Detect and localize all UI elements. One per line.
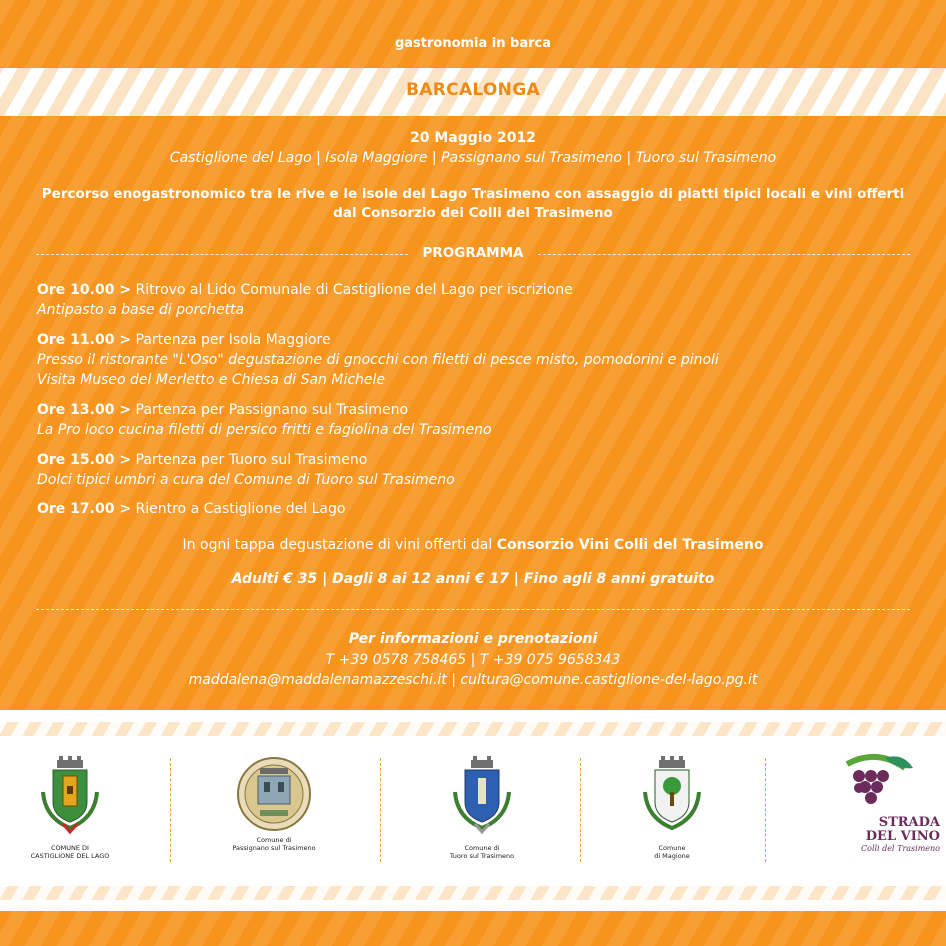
program-item: [37, 400, 917, 440]
divider-right: [538, 254, 910, 255]
event-title: BARCALONGA: [406, 80, 540, 100]
strada-sub: Colli del Trasimeno: [861, 844, 940, 853]
program-detail: Dolci tipici umbri a cura del Comune di Tuoro sul Trasimeno: [37, 472, 455, 488]
logo-separator: [580, 758, 581, 862]
castiglione-crest-icon: [35, 752, 105, 844]
tasting-prefix: In ogni tappa degustazione di vini offerti dal: [182, 537, 497, 553]
program-text: Rientro a Castiglione del Lago: [135, 501, 346, 517]
header-band: [0, 0, 946, 68]
grapes-icon: [833, 752, 923, 814]
tasting-consortium: Consorzio Vini Colli del Trasimeno: [496, 537, 764, 553]
logo-castiglione: [0, 752, 140, 862]
divider-bottom: [36, 609, 910, 610]
info-emails: maddalena@maddalenamazzeschi.it | cultura@comune.castiglione-del-lago.pg.it: [188, 672, 758, 688]
strada-line2: DEL VINO: [865, 829, 940, 844]
program-text: Ritrovo al Lido Comunale di Castiglione del Lago per iscrizione: [135, 282, 573, 298]
logo-magione: [602, 752, 742, 862]
info-phones: T +39 0578 758465 | T +39 075 9658343: [325, 652, 621, 668]
program-time: Ore 15.00 >: [37, 452, 132, 468]
castiglione-caption: COMUNE DI CASTIGLIONE DEL LAGO: [30, 844, 110, 860]
program-time: Ore 10.00 >: [37, 282, 132, 298]
passignano-seal-icon: [234, 752, 314, 836]
main-content: [0, 116, 946, 710]
logo-separator: [765, 758, 766, 862]
prices: Adulti € 35 | Dagli 8 ai 12 anni € 17 | Fino agli 8 anni gratuito: [231, 571, 715, 587]
program-detail: Antipasto a base di porchetta: [37, 302, 245, 318]
magione-crest-icon: [637, 752, 707, 844]
info-title: Per informazioni e prenotazioni: [348, 631, 598, 647]
stripe-band-top: [0, 722, 946, 736]
tuoro-crest-icon: [447, 752, 517, 844]
program-detail: La Pro loco cucina filetti di persico fritti e fagiolina del Trasimeno: [37, 422, 492, 438]
program-item: [37, 330, 917, 390]
passignano-caption: Comune di Passignano sul Trasimeno: [232, 836, 316, 852]
program-item: [37, 280, 917, 320]
program-time: Ore 11.00 >: [37, 332, 132, 348]
event-subtitle: gastronomia in barca: [394, 36, 552, 51]
tasting-note: [0, 537, 946, 553]
program-text: Partenza per Tuoro sul Trasimeno: [135, 452, 368, 468]
strada-line1: STRADA: [878, 815, 940, 830]
logo-tuoro: [412, 752, 552, 862]
logo-separator: [380, 758, 381, 862]
program-item: [37, 450, 917, 490]
program-time: Ore 13.00 >: [37, 402, 132, 418]
stripe-band-bottom: [0, 886, 946, 900]
logo-passignano: [204, 752, 344, 862]
program-detail: Presso il ristorante "L'Oso" degustazione di gnocchi con filetti di pesce misto, pomodorini e pinoli: [37, 352, 719, 368]
programma-label: PROGRAMMA: [422, 245, 524, 261]
event-date: 20 Maggio 2012: [409, 130, 537, 146]
footer-band: [0, 911, 946, 946]
event-places: Castiglione del Lago | Isola Maggiore | Passignano sul Trasimeno | Tuoro sul Trasimeno: [169, 150, 777, 166]
program-text: Partenza per Passignano sul Trasimeno: [135, 402, 409, 418]
program-detail: Visita Museo del Merletto e Chiesa di San Michele: [37, 372, 386, 388]
event-description: Percorso enogastronomico tra le rive e le isole del Lago Trasimeno con assaggio di piatti tipici locali e vini offerti dal Consorzio dei Colli del Trasimeno: [41, 186, 905, 221]
program-text: Partenza per Isola Maggiore: [135, 332, 331, 348]
program-time: Ore 17.00 >: [37, 501, 132, 517]
tuoro-caption: Comune di Tuoro sul Trasimeno: [449, 844, 515, 860]
magione-caption: Comune di Magione: [654, 844, 690, 860]
logo-strada-del-vino: [810, 752, 946, 862]
logo-separator: [170, 758, 171, 862]
program-item: [37, 499, 917, 519]
